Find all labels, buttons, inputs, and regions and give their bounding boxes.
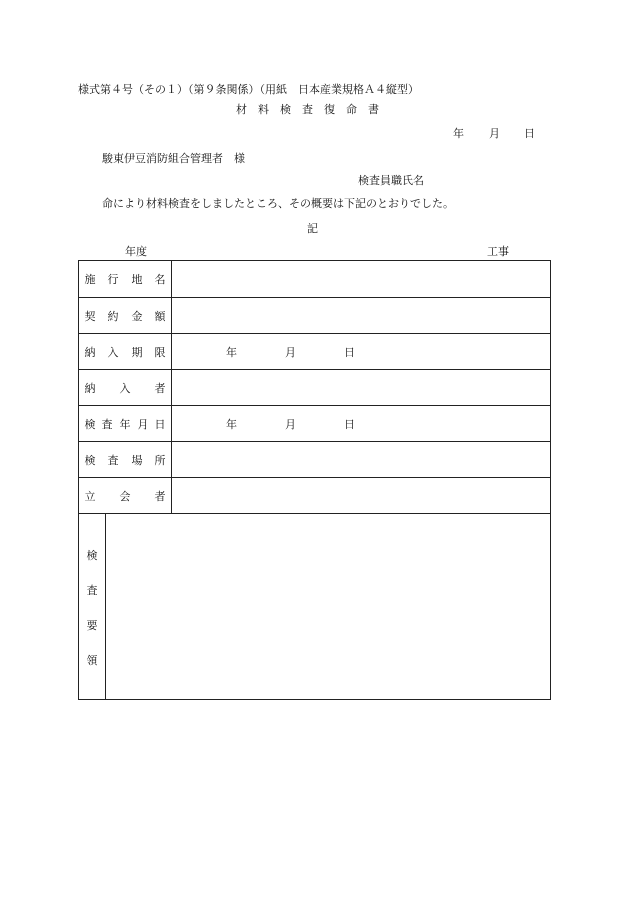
ki-label: 記 [307,222,318,235]
row-label: 納 入 者 [79,370,172,405]
form-number: 様式第４号（その１）（第９条関係）（用紙 日本産業規格Ａ４縦型） [78,83,419,96]
deadline-month: 月 [285,345,296,359]
table-row-inspection-summary [79,513,550,699]
table-row-construction-site [79,261,550,297]
inspector-label: 検査員職氏名 [358,174,424,187]
summary-label: 検 査 要 領 [79,514,106,699]
header-date-month: 月 [489,127,500,140]
inspection-year: 年 [226,417,237,431]
inspection-table [78,260,551,700]
table-row-inspection-date [79,405,550,441]
header-date-year: 年 [453,127,464,140]
table-row-delivery-deadline [79,333,550,369]
document-title: 材料検査復命書 [236,103,390,116]
table-row-supplier [79,369,550,405]
row-label: 検 査 年 月 日 [79,406,172,441]
table-row-contract-amount [79,297,550,333]
table-row-witness [79,477,550,513]
row-label: 納 入 期 限 [79,334,172,369]
deadline-day: 日 [344,345,355,359]
row-label: 契 約 金 額 [79,298,172,333]
header-date-day: 日 [524,127,535,140]
inspection-day: 日 [344,417,355,431]
deadline-year: 年 [226,345,237,359]
body-text: 命により材料検査をしましたところ、その概要は下記のとおりでした。 [102,197,454,210]
row-label: 検 査 場 所 [79,442,172,477]
construction-label: 工事 [487,245,509,258]
row-label: 施 行 地 名 [79,261,172,297]
addressee: 駿東伊豆消防組合管理者 様 [102,152,245,165]
row-label: 立 会 者 [79,478,172,513]
fiscal-year-label: 年度 [125,245,147,258]
inspection-month: 月 [285,417,296,431]
table-row-inspection-place [79,441,550,477]
